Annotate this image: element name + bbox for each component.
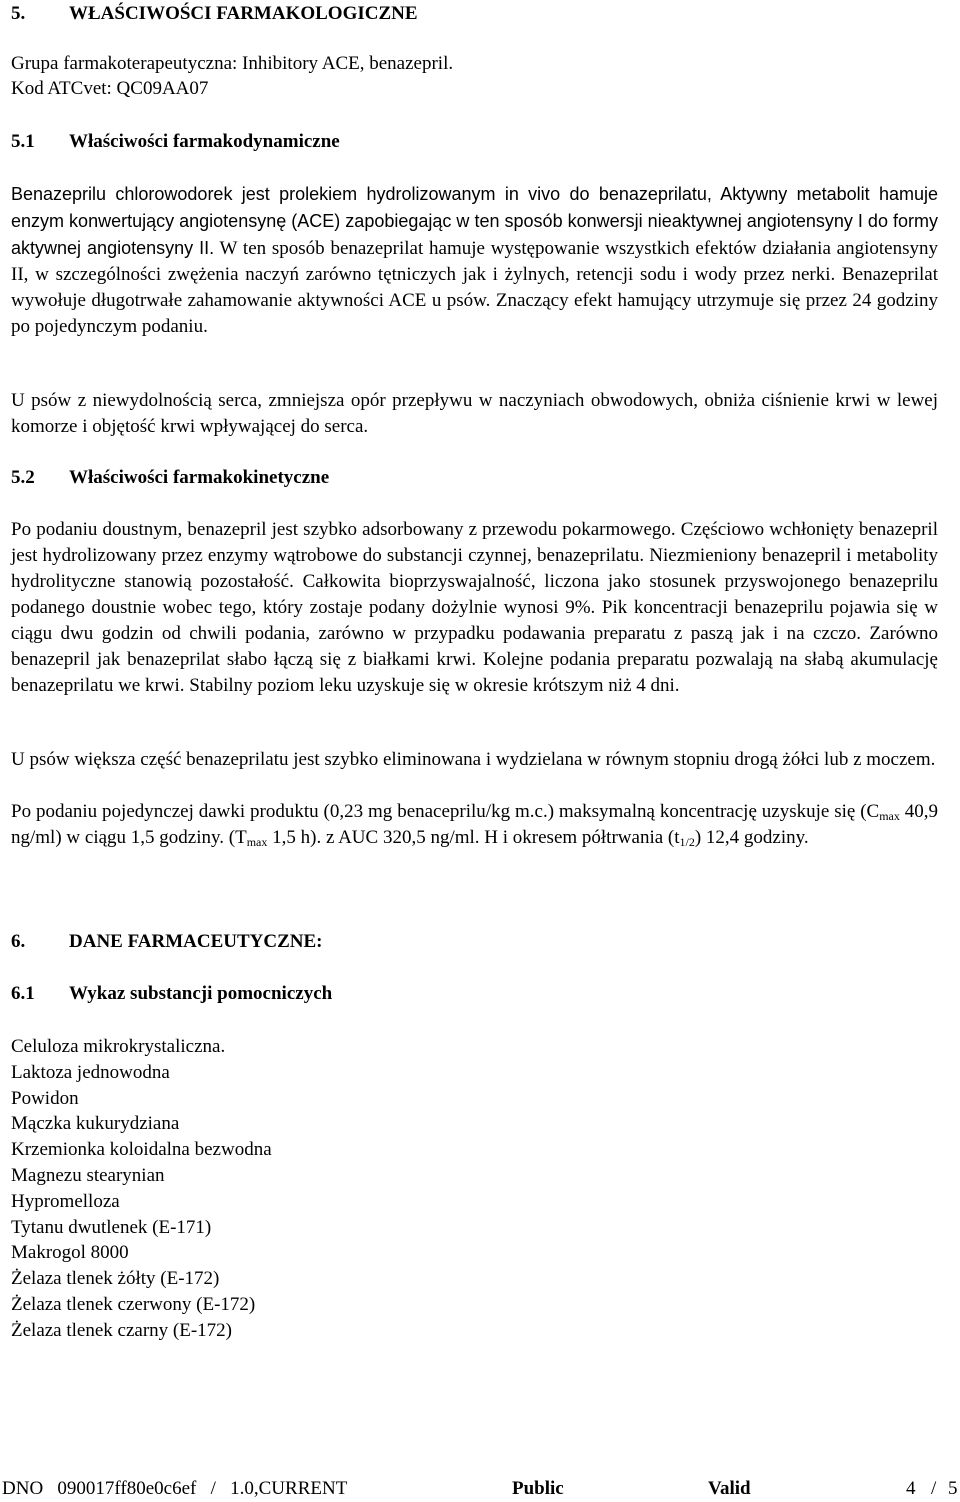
list-item: Makrogol 8000 [11,1242,129,1264]
list-item: Magnezu stearynian [11,1164,165,1186]
section-number: 6.1 [11,983,35,1004]
section-number: 5.2 [11,467,35,488]
section-6-1-heading [11,981,332,1007]
half-life-subscript: 1/2 [679,835,695,849]
section-5-1-heading [11,129,340,155]
section-title: DANE FARMACEUTYCZNE: [69,931,323,952]
section-number: 6. [11,931,26,952]
section-5-heading [11,1,418,27]
section-number: 5. [11,3,26,24]
pharmacodynamics-paragraph [11,181,938,340]
page-number: 4 [906,1478,916,1499]
list-item: Powidon [11,1087,79,1109]
therapeutic-group-line: Grupa farmakoterapeutyczna: Inhibitory ACE, benazepril. [11,53,454,74]
list-item: Laktoza jednowodna [11,1061,170,1083]
kinetics-text: 1,5 h). z AUC 320,5 ng/ml. H i okresem półtrwania (t [267,827,680,848]
section-title: WŁAŚCIWOŚCI FARMAKOLOGICZNE [69,3,418,24]
excipients-list [11,1034,272,1344]
list-item: Celuloza mikrokrystaliczna. [11,1036,226,1057]
kinetics-text: 40,9 ng/ml) w ciągu 1,5 godziny. (T [11,801,938,848]
list-item: Hypromelloza [11,1190,120,1212]
elimination-paragraph: U psów większa część benazeprilatu jest szybko eliminowana i wydzielana w równym stopniu drogą żółci lub z moczem. [11,749,936,770]
document-id: DNO 090017ff80e0c6ef / 1.0,CURRENT [2,1478,348,1499]
section-title: Wykaz substancji pomocniczych [69,983,333,1004]
list-item: Krzemionka koloidalna bezwodna [11,1139,272,1161]
pharmacodynamics-serif-text: W ten sposób benazeprilat hamuje występowanie wszystkich efektów działania angiotensyny II, w szczególności zwężenia naczyń zarówno tętniczych jak i żylnych, retencji sodu i wody przez nerki. Benazeprilat wywołuje długotrwałe zahamowanie aktywności ACE u psów. Znaczący efekt hamujący utrzymuje się przez 24 godziny po pojedynczym podaniu. [11,238,938,337]
page-footer [0,1476,960,1502]
tmax-subscript: max [246,835,268,849]
status-label: Valid [708,1478,751,1499]
section-5-2-heading [11,465,329,491]
list-item: Żelaza tlenek żółty (E-172) [11,1268,220,1290]
kinetics-text: Po podaniu pojedynczej dawki produktu (0,23 mg benaceprilu/kg m.c.) maksymalną koncentrację uzyskuje się (C [11,801,880,822]
atc-code-line: Kod ATCvet: QC09AA07 [11,78,209,99]
pharmacokinetics-paragraph: Po podaniu doustnym, benazepril jest szybko adsorbowany z przewodu pokarmowego. Częściowo wchłonięty benazepril jest hydrolizowany przez enzymy wątrobowe do substancji czynnej, benazeprilatu. Niezmieniony benazepril i metabolity hydrolityczne stanowią pozostałość. Całkowita bioprzyswajalność, liczona jako stosunek przyswojonego benazeprilu podanego doustnie wobec tego, który zostaje podany dożylnie wynosi 9%. Pik koncentracji benazeprilu pojawia się w ciągu dwu godzin od chwili podania, zarówno w przypadku podawania preparatu z paszą jak i na czczo. Zarówno benazepril jak benazeprilat słabo łączą się z białkami krwi. Kolejne podania preparatu pozwalają na słabą akumulację benazeprilatu we krwi. Stabilny poziom leku uzyskuje się w okresie krótszym niż 4 dni. [11,519,938,696]
heart-failure-paragraph: U psów z niewydolnością serca, zmniejsza opór przepływu w naczyniach obwodowych, obniża ciśnienie krwi w lewej komorze i objętość krwi wpływającej do serca. [11,390,938,437]
section-number: 5.1 [11,131,35,152]
kinetics-text: ) 12,4 godziny. [694,827,809,848]
section-title: Właściwości farmakokinetyczne [69,467,330,488]
list-item: Żelaza tlenek czerwony (E-172) [11,1293,256,1315]
page-total: 5 [948,1478,958,1499]
kinetics-values-paragraph [11,799,938,851]
list-item: Tytanu dwutlenek (E-171) [11,1216,212,1238]
section-6-heading [11,929,323,955]
cmax-subscript: max [879,809,900,823]
classification-label: Public [512,1478,564,1499]
section-title: Właściwości farmakodynamiczne [69,131,340,152]
list-item: Żelaza tlenek czarny (E-172) [11,1319,233,1341]
list-item: Mączka kukurydziana [11,1113,180,1135]
page-separator: / [931,1478,937,1499]
pharmacodynamics-sans-text: Benazeprilu chlorowodorek jest prolekiem hydrolizowanym in vivo do benazeprilatu, Aktywny metabolit hamuje enzym konwertujący angiotensynę (ACE) zapobiegając w ten sposób konwersji nieaktywnej angiotensyny I do formy aktywnej angiotensyny II. [11,184,938,258]
